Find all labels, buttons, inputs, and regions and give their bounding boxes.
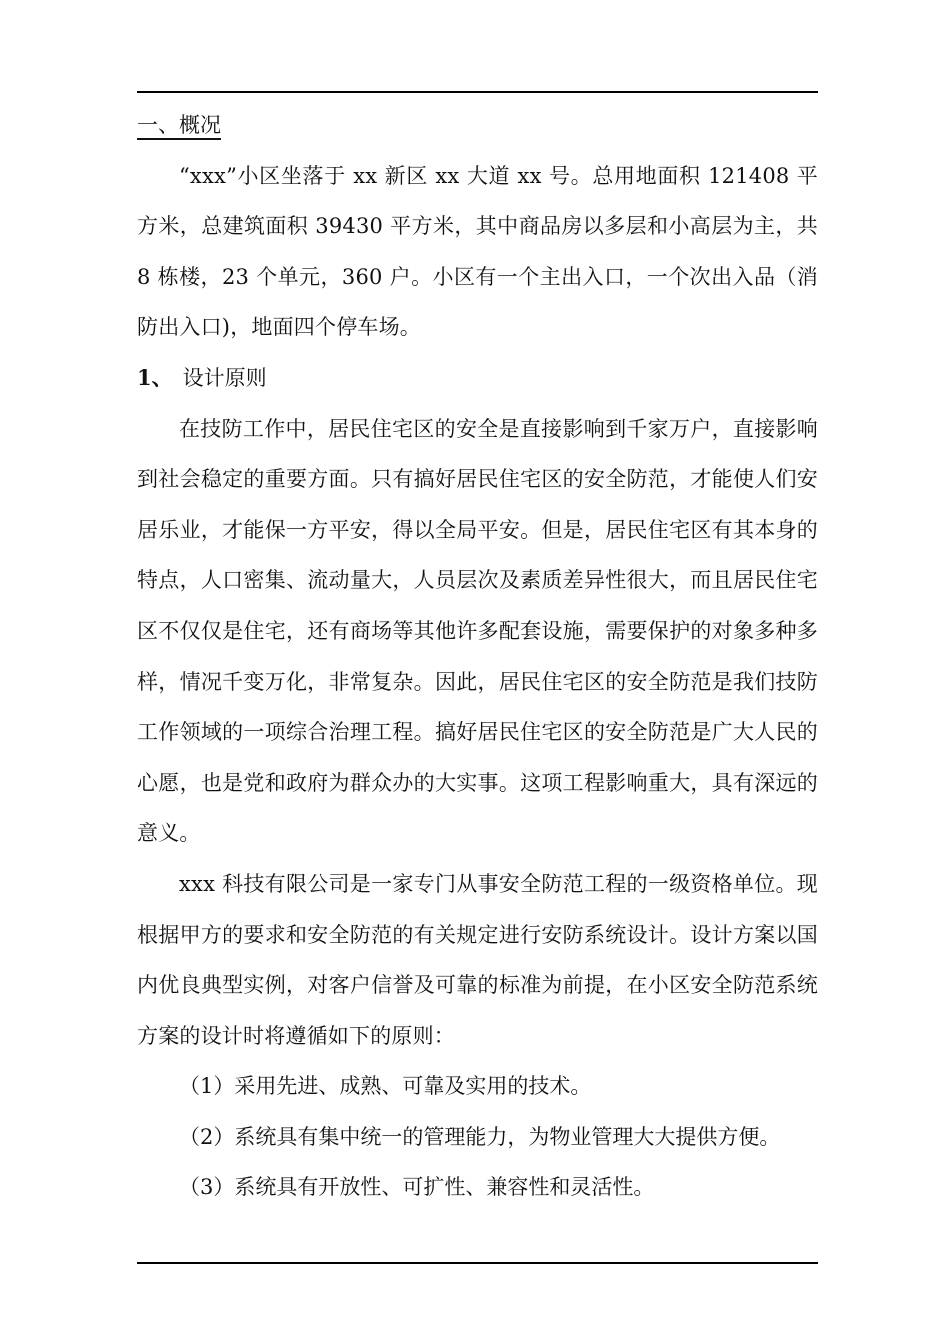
- body-paragraph: xxx 科技有限公司是一家专门从事安全防范工程的一级资格单位。现根据甲方的要求和安全防范的有关规定进行安防系统设计。设计方案以国内优良典型实例，对客户信誉及可靠的标准为前提，在小区安全防范系统方案的设计时将遵循如下的原则：: [137, 871, 818, 1048]
- principle-item: （3）系统具有开放性、可扩性、兼容性和灵活性。: [179, 1175, 655, 1200]
- footer-rule: [137, 1262, 818, 1264]
- subsection-heading: [137, 353, 818, 404]
- subsection-title: 设计原则: [182, 365, 267, 390]
- header-rule: [137, 91, 818, 93]
- section-heading: 一、概况: [137, 113, 221, 137]
- subsection-number: 1、: [137, 364, 173, 390]
- body-paragraph: 在技防工作中，居民住宅区的安全是直接影响到千家万户，直接影响到社会稳定的重要方面。只有搞好居民住宅区的安全防范，才能使人们安居乐业，才能保一方平安，得以全局平安。但是，居民住宅区有其本身的特点，人口密集、流动量大，人员层次及素质差异性很大，而且居民住宅区不仅仅是住宅，还有商场等其他许多配套设施，需要保护的对象多种多样，情况千变万化，非常复杂。因此，居民住宅区的安全防范是我们技防工作领域的一项综合治理工程。搞好居民住宅区的安全防范是广大人民的心愿，也是党和政府为群众办的大实事。这项工程影响重大，具有深远的意义。: [137, 416, 818, 846]
- overview-paragraph: “xxx”小区坐落于 xx 新区 xx 大道 xx 号。总用地面积 121408 平方米，总建筑面积 39430 平方米，其中商品房以多层和小高层为主，共 8 栋楼，23 个单元，360 户。小区有一个主出入口，一个次出入品（消防出入口)，地面四个停车场。: [137, 163, 818, 340]
- document-body: [137, 100, 818, 1213]
- principle-item: （2）系统具有集中统一的管理能力，为物业管理大大提供方便。: [179, 1124, 781, 1149]
- principle-item: （1）采用先进、成熟、可靠及实用的技术。: [179, 1074, 592, 1099]
